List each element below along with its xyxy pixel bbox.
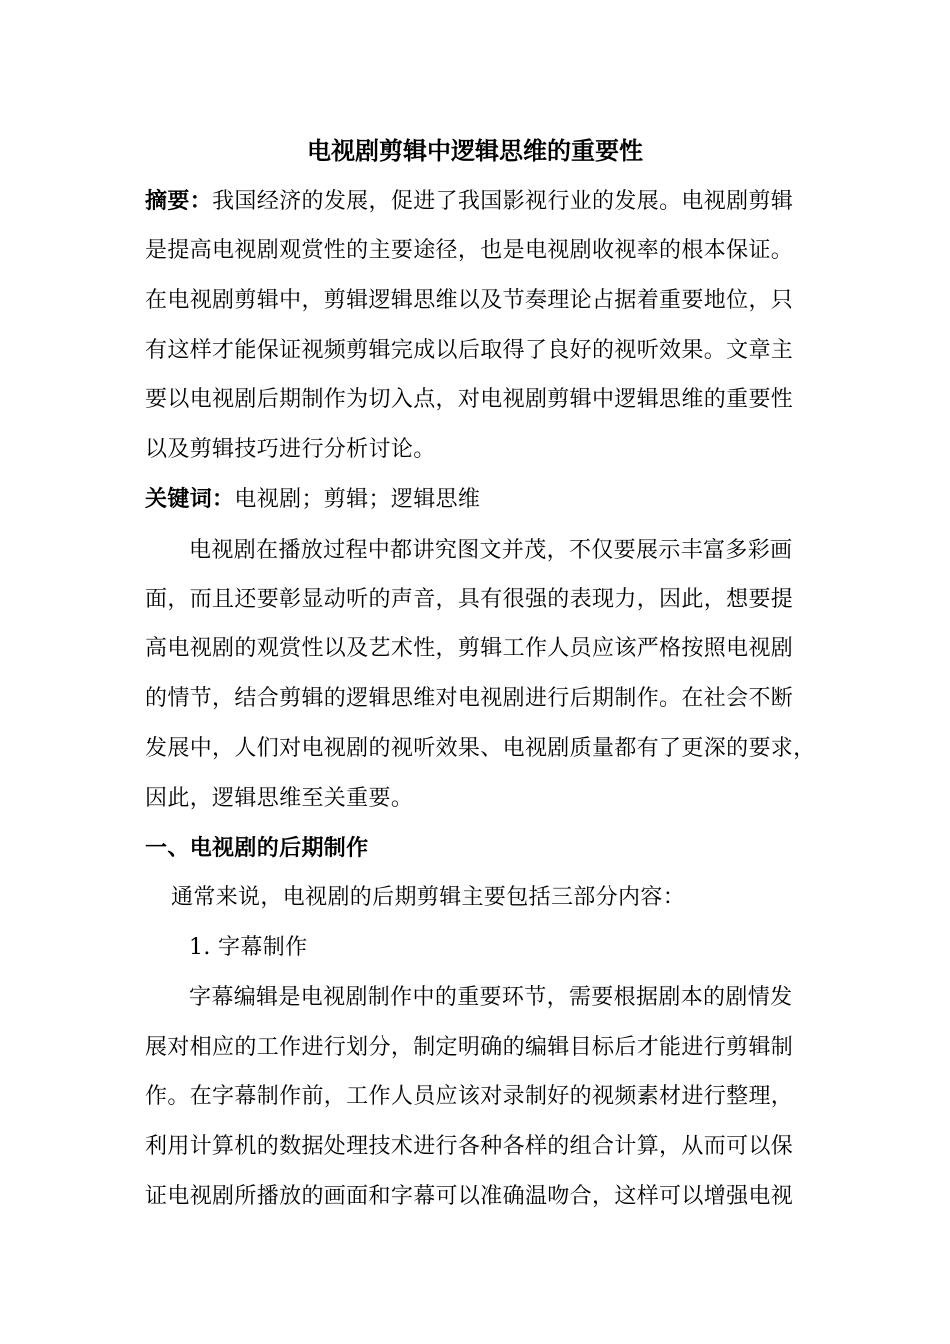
- intro-line: 发展中，人们对电视剧的视听效果、电视剧质量都有了更深的要求，: [145, 736, 816, 761]
- keywords-line: [145, 484, 480, 515]
- intro-line: 电视剧在播放过程中都讲究图文并茂，不仅要展示丰富多彩画: [189, 538, 793, 563]
- abstract-line-1: [145, 186, 793, 217]
- section-heading: 一、电视剧的后期制作: [145, 835, 369, 861]
- intro-line: 高电视剧的观赏性以及艺术性，剪辑工作人员应该严格按照电视剧: [145, 636, 794, 661]
- section-lead: 通常来说，电视剧的后期剪辑主要包括三部分内容：: [171, 885, 686, 910]
- abstract-line: 要以电视剧后期制作为切入点，对电视剧剪辑中逻辑思维的重要性: [145, 387, 794, 412]
- abstract-line: 以及剪辑技巧进行分析讨论。: [145, 437, 436, 462]
- abstract-line: 有这样才能保证视频剪辑完成以后取得了良好的视听效果。文章主: [145, 338, 794, 363]
- body-line: 证电视剧所播放的画面和字幕可以准确温吻合，这样可以增强电视: [145, 1184, 794, 1209]
- keywords-label: 关键词：: [145, 486, 235, 512]
- abstract-line: 是提高电视剧观赏性的主要途径，也是电视剧收视率的根本保证。: [145, 238, 794, 263]
- subsection-heading: 1. 字幕制作: [189, 935, 308, 960]
- keywords-text: 电视剧；剪辑；逻辑思维: [234, 487, 481, 512]
- intro-line: 面，而且还要彰显动听的声音，具有很强的表现力，因此，想要提: [145, 587, 794, 612]
- intro-line: 的情节，结合剪辑的逻辑思维对电视剧进行后期制作。在社会不断: [145, 686, 794, 711]
- body-line: 展对相应的工作进行划分，制定明确的编辑目标后才能进行剪辑制: [145, 1035, 794, 1060]
- body-line: 作。在字幕制作前，工作人员应该对录制好的视频素材进行整理，: [145, 1084, 794, 1109]
- abstract-line: 在电视剧剪辑中，剪辑逻辑思维以及节奏理论占据着重要地位，只: [145, 288, 794, 313]
- document-title: 电视剧剪辑中逻辑思维的重要性: [307, 136, 643, 165]
- abstract-label: 摘要：: [145, 188, 213, 214]
- body-line: 利用计算机的数据处理技术进行各种各样的组合计算，从而可以保: [145, 1134, 794, 1159]
- body-line: 字幕编辑是电视剧制作中的重要环节，需要根据剧本的剧情发: [189, 985, 793, 1010]
- intro-line: 因此，逻辑思维至关重要。: [145, 786, 414, 811]
- abstract-text: 我国经济的发展，促进了我国影视行业的发展。电视剧剪辑: [212, 189, 794, 214]
